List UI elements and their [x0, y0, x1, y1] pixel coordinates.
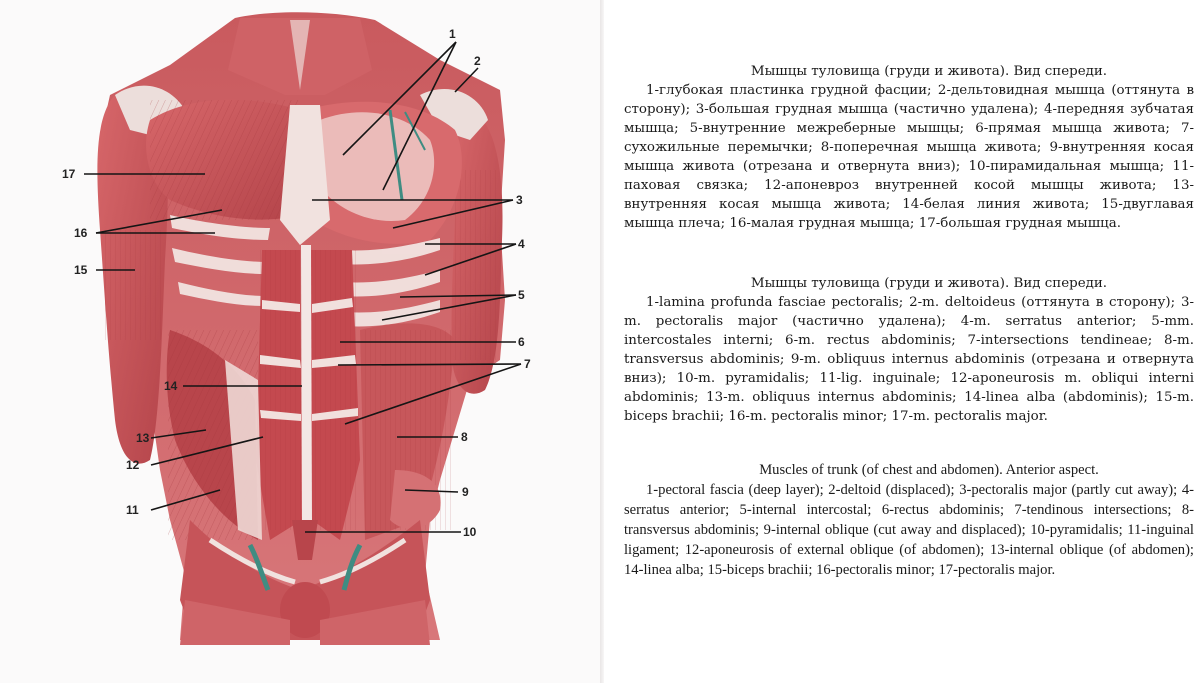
russian-title: Мышцы туловища (груди и живота). Вид спереди. — [750, 64, 1108, 79]
callout-3: 3 — [516, 193, 523, 207]
latin-legend: 1-lamina profunda fasciae pectoralis; 2-m. deltoideus (оттянута в сторону); 3-m. pectoralis major (частично удалена); 4-m. serratus anterior; 5-mm. intercostales interni; 6-m. rectus abdominis; 7-intersections tendineae; 8-m. transversus abdominis; 9-m. obliquus internus abdominis (отрезана и отвернута вниз); 10-m. pyramidalis; 11-lig. inguinale; 12-aponeurosis m. obliqui interni abdominis; 13-m. obliquus internus abdominis; 14-linea alba (abdominis); 15-m. biceps brachii; 16-m. pectoralis minor; 17-m. pectoralis major. — [624, 295, 1194, 424]
russian-legend: 1-глубокая пластинка грудной фасции; 2-дельтовидная мышца (оттянута в сторону); 3-большая грудная мышца (частично удалена); 4-передняя зубчатая мышца; 5-внутренние межреберные мышцы; 6-прямая мышца живота; 7-сухожильные перемычки; 8-поперечная мышца живота; 9-внутренняя косая мышца живота (отрезана и отвернута вниз); 10-пирамидальная мышца; 11-паховая связка; 12-апоневроз внутренней косой мышцы живота; 13-внутренняя косая мышца живота; 14-белая линия живота; 15-двуглавая мышца плеча; 16-малая грудная мышца; 17-большая грудная мышца. — [624, 83, 1194, 231]
callout-14: 14 — [164, 379, 178, 393]
callout-13: 13 — [136, 431, 150, 445]
english-caption — [624, 460, 1194, 580]
latin-caption — [624, 274, 1194, 426]
callout-1: 1 — [449, 27, 456, 41]
english-title: Muscles of trunk (of chest and abdomen). Anterior aspect. — [759, 462, 1099, 478]
callout-4: 4 — [518, 237, 525, 251]
callout-17: 17 — [62, 167, 76, 181]
callout-12: 12 — [126, 458, 140, 472]
callout-10: 10 — [463, 525, 477, 539]
russian-caption — [624, 62, 1194, 233]
callout-15: 15 — [74, 263, 88, 277]
callout-11: 11 — [126, 503, 139, 517]
callout-16: 16 — [74, 226, 88, 240]
callout-9: 9 — [462, 485, 469, 499]
torso-figure — [97, 12, 505, 645]
latin-title: Мышцы туловища (груди и живота). Вид спереди. — [750, 276, 1108, 291]
callout-2: 2 — [474, 54, 481, 68]
callout-5: 5 — [518, 288, 525, 302]
callout-8: 8 — [461, 430, 468, 444]
text-page — [604, 0, 1200, 683]
callout-6: 6 — [518, 335, 525, 349]
english-legend: 1-pectoral fascia (deep layer); 2-deltoid (displaced); 3-pectoralis major (partly cut away); 4-serratus anterior; 5-internal intercostal; 6-rectus abdominis; 7-tendinous intersections; 8-transversus abdominis; 9-internal oblique (cut away and displaced); 10-pyramidalis; 11-inguinal ligament; 12-aponeurosis of external oblique (of abdomen); 13-internal oblique (of abdomen); 14-linea alba; 15-biceps brachii; 16-pectoralis minor; 17-pectoralis major. — [624, 482, 1194, 578]
callout-7: 7 — [524, 357, 531, 371]
